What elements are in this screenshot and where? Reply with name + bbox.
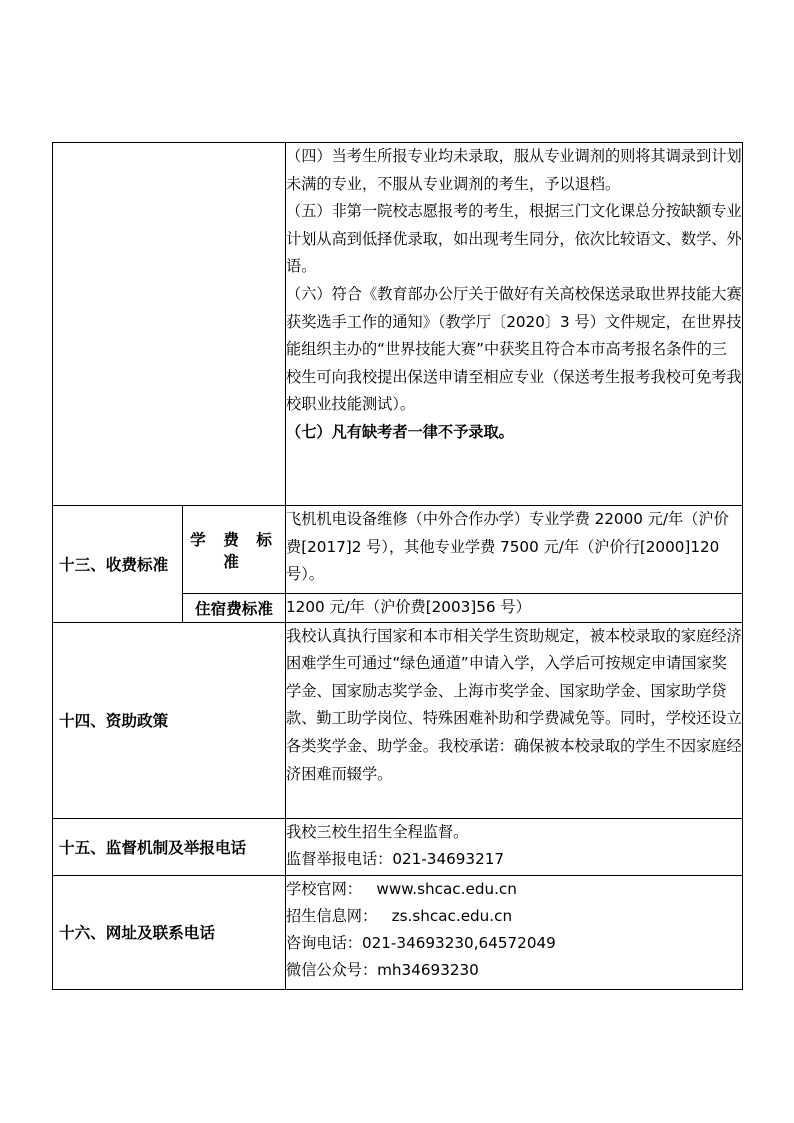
admission-info-table	[52, 142, 743, 990]
supervision-line-1: 我校三校生招生全程监督。	[286, 822, 469, 841]
supervision-section-label: 十五、监督机制及举报电话	[53, 818, 286, 875]
aid-text-cell	[286, 622, 743, 818]
consult-phone: 咨询电话：021-34693230,64572049	[286, 933, 556, 952]
lodging-label: 住宿费标准	[183, 594, 286, 623]
tuition-row	[53, 506, 743, 594]
contact-row	[53, 875, 743, 989]
lodging-value: 1200 元/年（沪价费[2003]56 号）	[286, 598, 531, 616]
supervision-row	[53, 818, 743, 875]
school-website[interactable]: 学校官网： www.shcac.edu.cn	[286, 879, 517, 898]
contact-section-label: 十六、网址及联系电话	[53, 875, 286, 989]
admission-rules-cell	[286, 143, 743, 506]
admission-website[interactable]: 招生信息网： zs.shcac.edu.cn	[286, 906, 513, 925]
supervision-cell	[286, 818, 743, 875]
empty-label-cell	[53, 143, 286, 506]
supervision-phone: 监督举报电话：021-34693217	[286, 849, 505, 868]
rule-6: （六）符合《教育部办公厅关于做好有关高校保送录取世界技能大赛获奖选手工作的通知》（教学厅〔2020〕3 号）文件规定，在世界技能组织主办的“世界技能大赛”中获奖且符合本市高考报名条件的三校生可向我校提出保送申请至相应专业（保送考生报考我校可免考我校职业技能测试）。	[286, 284, 742, 414]
fees-section-label: 十三、收费标准	[53, 506, 183, 623]
rule-5: （五）非第一院校志愿报考的考生，根据三门文化课总分按缺额专业计划从高到低择优录取，如出现考生同分，依次比较语文、数学、外语。	[286, 202, 742, 276]
rule-4: （四）当考生所报专业均未录取，服从专业调剂的则将其调录到计划未满的专业，不服从专业调剂的考生，予以退档。	[286, 147, 742, 193]
wechat-account: 微信公众号：mh34693230	[286, 960, 479, 979]
aid-section-label: 十四、资助政策	[53, 622, 286, 818]
tuition-label: 学 费 标 准	[183, 506, 286, 594]
lodging-text	[286, 594, 743, 623]
aid-row	[53, 622, 743, 818]
tuition-text	[286, 506, 743, 594]
admission-rules-row	[53, 143, 743, 506]
rule-7: （七）凡有缺考者一律不予录取。	[286, 422, 514, 441]
tuition-value: 飞机机电设备维修（中外合作办学）专业学费 22000 元/年（沪价费[2017]2 号），其他专业学费 7500 元/年（沪价行[2000]120 号）。	[286, 510, 729, 584]
contact-cell	[286, 875, 743, 989]
aid-text: 我校认真执行国家和本市相关学生资助规定，被本校录取的家庭经济困难学生可通过“绿色通道”申请入学，入学后可按规定申请国家奖学金、国家励志奖学金、上海市奖学金、国家助学金、国家助学贷款、勤工助学岗位、特殊困难补助和学费减免等。同时，学校还设立各类奖学金、助学金。我校承诺：确保被本校录取的学生不因家庭经济困难而辍学。	[286, 626, 742, 783]
